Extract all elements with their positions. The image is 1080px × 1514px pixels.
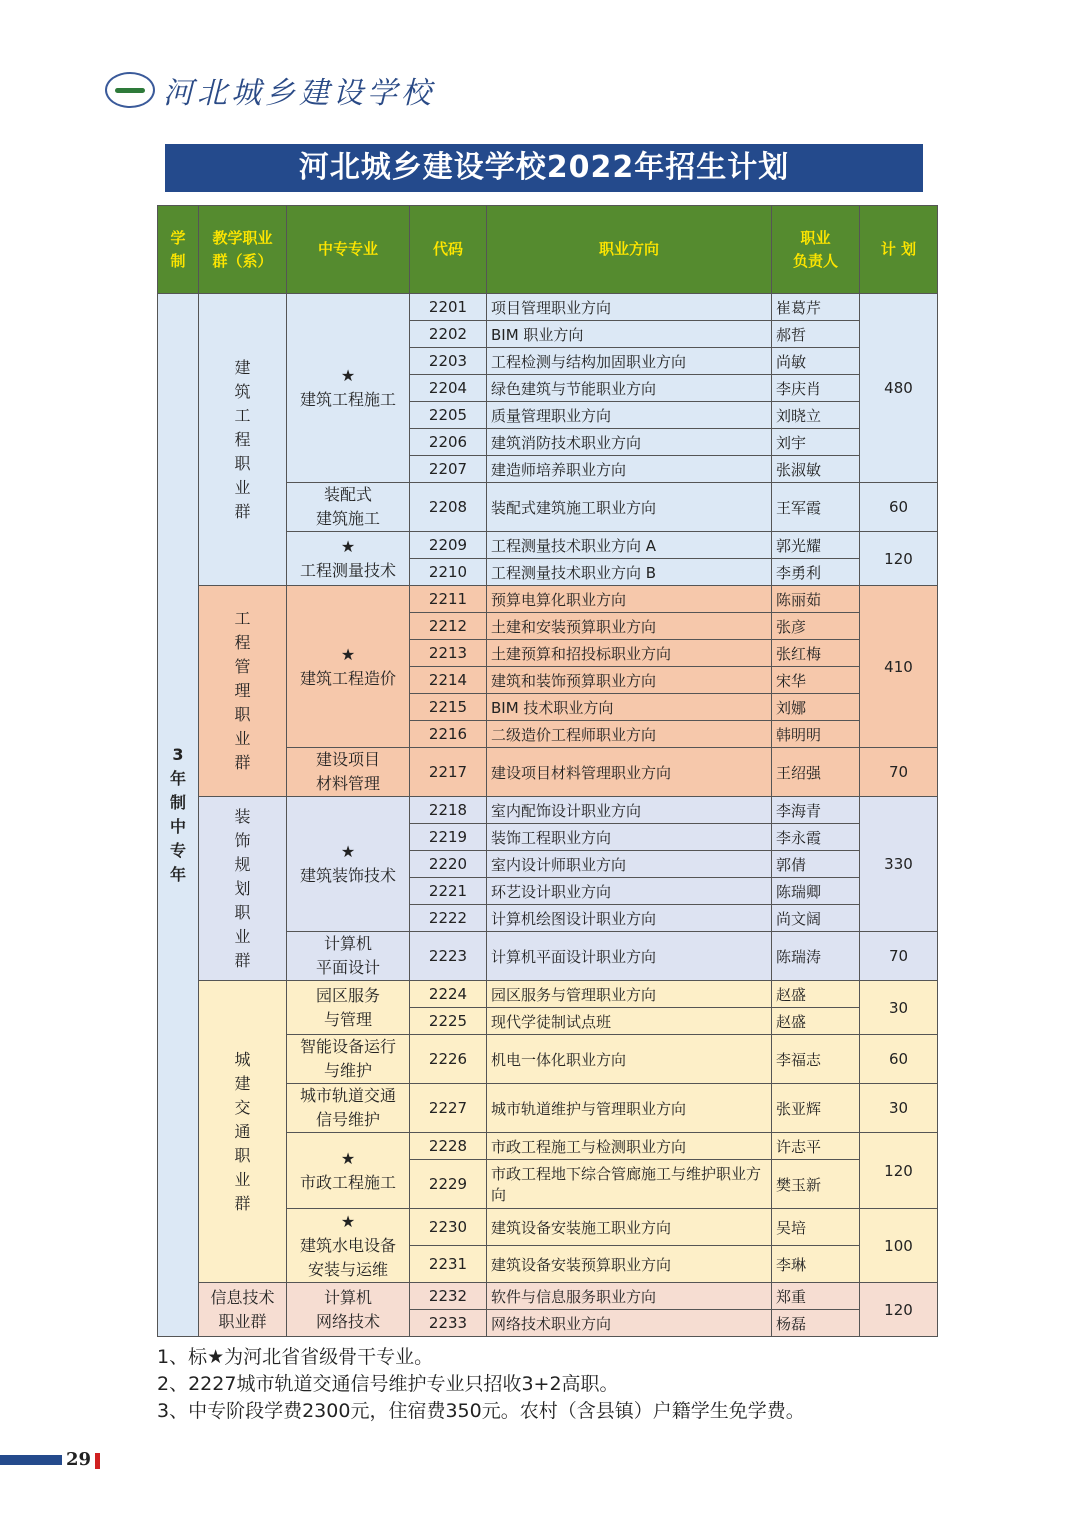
major-cell bbox=[287, 981, 410, 1035]
code-cell: 2206 bbox=[410, 429, 487, 456]
major-name: 建筑装饰技术 bbox=[299, 866, 396, 885]
direction-cell: 室内设计师职业方向 bbox=[487, 851, 772, 878]
direction-cell: 计算机平面设计职业方向 bbox=[487, 932, 772, 981]
code-cell: 2202 bbox=[410, 321, 487, 348]
code-cell: 2232 bbox=[410, 1283, 487, 1310]
responsible-cell: 李琳 bbox=[772, 1246, 860, 1283]
code-cell: 2209 bbox=[410, 532, 487, 559]
code-cell: 2208 bbox=[410, 483, 487, 532]
header-direction: 职业方向 bbox=[487, 206, 772, 294]
code-cell: 2201 bbox=[410, 294, 487, 321]
responsible-cell: 郭倩 bbox=[772, 851, 860, 878]
code-cell: 2215 bbox=[410, 694, 487, 721]
major-cell bbox=[287, 797, 410, 932]
code-cell: 2224 bbox=[410, 981, 487, 1008]
major-cell bbox=[287, 1133, 410, 1209]
responsible-cell: 尚敏 bbox=[772, 348, 860, 375]
group-cell: 建 筑 工 程 职 业 群 bbox=[199, 294, 287, 586]
star-icon: ★ bbox=[340, 1148, 356, 1168]
responsible-cell: 刘晓立 bbox=[772, 402, 860, 429]
direction-cell: 现代学徒制试点班 bbox=[487, 1008, 772, 1035]
code-cell: 2222 bbox=[410, 905, 487, 932]
plan-cell: 30 bbox=[860, 981, 938, 1035]
star-icon: ★ bbox=[340, 644, 356, 664]
direction-cell: 城市轨道维护与管理职业方向 bbox=[487, 1084, 772, 1133]
direction-cell: 建造师培养职业方向 bbox=[487, 456, 772, 483]
responsible-cell: 尚文阔 bbox=[772, 905, 860, 932]
major-cell bbox=[287, 1035, 410, 1084]
responsible-cell: 韩明明 bbox=[772, 721, 860, 748]
major-name: 建筑工程施工 bbox=[299, 390, 396, 409]
direction-cell: 装配式建筑施工职业方向 bbox=[487, 483, 772, 532]
school-logo-icon bbox=[105, 72, 155, 108]
direction-cell: 环艺设计职业方向 bbox=[487, 878, 772, 905]
star-icon: ★ bbox=[340, 536, 356, 556]
responsible-cell: 赵盛 bbox=[772, 981, 860, 1008]
major-name: 建设项目 材料管理 bbox=[315, 750, 380, 793]
plan-cell: 100 bbox=[860, 1209, 938, 1283]
major-cell bbox=[287, 294, 410, 483]
responsible-cell: 陈瑞涛 bbox=[772, 932, 860, 981]
responsible-cell: 李永霞 bbox=[772, 824, 860, 851]
direction-cell: 绿色建筑与节能职业方向 bbox=[487, 375, 772, 402]
star-icon: ★ bbox=[340, 366, 356, 385]
plan-cell: 120 bbox=[860, 1133, 938, 1209]
plan-cell: 60 bbox=[860, 483, 938, 532]
direction-cell: 建筑消防技术职业方向 bbox=[487, 429, 772, 456]
header-major: 中专专业 bbox=[287, 206, 410, 294]
responsible-cell: 陈瑞卿 bbox=[772, 878, 860, 905]
group-cell: 城 建 交 通 职 业 群 bbox=[199, 981, 287, 1283]
responsible-cell: 李福志 bbox=[772, 1035, 860, 1084]
code-cell: 2203 bbox=[410, 348, 487, 375]
responsible-cell: 王绍强 bbox=[772, 748, 860, 797]
responsible-cell: 李海青 bbox=[772, 797, 860, 824]
direction-cell: 计算机绘图设计职业方向 bbox=[487, 905, 772, 932]
major-name: 工程测量技术 bbox=[299, 560, 396, 580]
code-cell: 2231 bbox=[410, 1246, 487, 1283]
direction-cell: 建筑设备安装预算职业方向 bbox=[487, 1246, 772, 1283]
direction-cell: 工程测量技术职业方向 B bbox=[487, 559, 772, 586]
major-name: 智能设备运行 与维护 bbox=[299, 1037, 396, 1080]
group-cell: 信息技术 职业群 bbox=[199, 1283, 287, 1337]
major-name: 建筑水电设备 安装与运维 bbox=[299, 1235, 396, 1279]
direction-cell: 市政工程施工与检测职业方向 bbox=[487, 1133, 772, 1160]
header-code: 代码 bbox=[410, 206, 487, 294]
direction-cell: 土建预算和招投标职业方向 bbox=[487, 640, 772, 667]
responsible-cell: 郝哲 bbox=[772, 321, 860, 348]
direction-cell: 土建和安装预算职业方向 bbox=[487, 613, 772, 640]
direction-cell: 建筑和装饰预算职业方向 bbox=[487, 667, 772, 694]
major-name: 城市轨道交通 信号维护 bbox=[299, 1086, 396, 1129]
direction-cell: 网络技术职业方向 bbox=[487, 1310, 772, 1337]
direction-cell: BIM 职业方向 bbox=[487, 321, 772, 348]
plan-cell: 120 bbox=[860, 1283, 938, 1337]
group-cell: 装 饰 规 划 职 业 群 bbox=[199, 797, 287, 981]
code-cell: 2212 bbox=[410, 613, 487, 640]
code-cell: 2229 bbox=[410, 1160, 487, 1209]
responsible-cell: 刘娜 bbox=[772, 694, 860, 721]
responsible-cell: 张红梅 bbox=[772, 640, 860, 667]
code-cell: 2207 bbox=[410, 456, 487, 483]
group-cell: 工 程 管 理 职 业 群 bbox=[199, 586, 287, 797]
responsible-cell: 李勇利 bbox=[772, 559, 860, 586]
responsible-cell: 王军霞 bbox=[772, 483, 860, 532]
header-group: 教学职业 群（系） bbox=[199, 206, 287, 294]
code-cell: 2211 bbox=[410, 586, 487, 613]
responsible-cell: 吴培 bbox=[772, 1209, 860, 1246]
major-cell bbox=[287, 483, 410, 532]
major-cell bbox=[287, 1209, 410, 1283]
table-row bbox=[158, 797, 938, 824]
footnote: 1、标★为河北省省级骨干专业。 bbox=[157, 1346, 434, 1368]
page-marker bbox=[95, 1453, 100, 1469]
school-name: 河北城乡建设学校 bbox=[163, 76, 435, 111]
code-cell: 2214 bbox=[410, 667, 487, 694]
responsible-cell: 张彦 bbox=[772, 613, 860, 640]
direction-cell: 项目管理职业方向 bbox=[487, 294, 772, 321]
code-cell: 2217 bbox=[410, 748, 487, 797]
table-header-row bbox=[158, 206, 938, 294]
major-cell bbox=[287, 748, 410, 797]
code-cell: 2218 bbox=[410, 797, 487, 824]
responsible-cell: 郭光耀 bbox=[772, 532, 860, 559]
direction-cell: 预算电算化职业方向 bbox=[487, 586, 772, 613]
code-cell: 2225 bbox=[410, 1008, 487, 1035]
table-row bbox=[158, 294, 938, 321]
plan-cell: 330 bbox=[860, 797, 938, 932]
code-cell: 2233 bbox=[410, 1310, 487, 1337]
direction-cell: 室内配饰设计职业方向 bbox=[487, 797, 772, 824]
major-cell bbox=[287, 1084, 410, 1133]
direction-cell: 市政工程地下综合管廊施工与维护职业方向 bbox=[487, 1160, 772, 1209]
direction-cell: 质量管理职业方向 bbox=[487, 402, 772, 429]
direction-cell: 工程测量技术职业方向 A bbox=[487, 532, 772, 559]
major-name: 园区服务 与管理 bbox=[315, 985, 380, 1029]
page-bar bbox=[0, 1455, 62, 1465]
plan-cell: 60 bbox=[860, 1035, 938, 1084]
major-cell bbox=[287, 532, 410, 586]
footnote: 3、中专阶段学费2300元，住宿费350元。农村（含县镇）户籍学生免学费。 bbox=[157, 1400, 805, 1422]
responsible-cell: 许志平 bbox=[772, 1133, 860, 1160]
enrollment-plan-table bbox=[157, 205, 938, 1337]
direction-cell: BIM 技术职业方向 bbox=[487, 694, 772, 721]
star-icon: ★ bbox=[340, 1211, 356, 1231]
direction-cell: 建设项目材料管理职业方向 bbox=[487, 748, 772, 797]
code-cell: 2221 bbox=[410, 878, 487, 905]
header-system: 学 制 bbox=[158, 206, 199, 294]
major-cell bbox=[287, 932, 410, 981]
responsible-cell: 刘宇 bbox=[772, 429, 860, 456]
direction-cell: 机电一体化职业方向 bbox=[487, 1035, 772, 1084]
responsible-cell: 张亚辉 bbox=[772, 1084, 860, 1133]
direction-cell: 建筑设备安装施工职业方向 bbox=[487, 1209, 772, 1246]
code-cell: 2226 bbox=[410, 1035, 487, 1084]
direction-cell: 工程检测与结构加固职业方向 bbox=[487, 348, 772, 375]
code-cell: 2227 bbox=[410, 1084, 487, 1133]
page-header bbox=[105, 70, 435, 110]
responsible-cell: 崔葛芹 bbox=[772, 294, 860, 321]
code-cell: 2204 bbox=[410, 375, 487, 402]
responsible-cell: 李庆肖 bbox=[772, 375, 860, 402]
table-row bbox=[158, 586, 938, 613]
header-plan: 计 划 bbox=[860, 206, 938, 294]
footnotes bbox=[157, 1344, 805, 1425]
major-cell bbox=[287, 586, 410, 748]
page-title: 河北城乡建设学校2022年招生计划 bbox=[165, 144, 923, 192]
code-cell: 2230 bbox=[410, 1209, 487, 1246]
header-responsible: 职业 负责人 bbox=[772, 206, 860, 294]
major-name: 市政工程施工 bbox=[299, 1172, 396, 1192]
responsible-cell: 杨磊 bbox=[772, 1310, 860, 1337]
code-cell: 2220 bbox=[410, 851, 487, 878]
code-cell: 2213 bbox=[410, 640, 487, 667]
responsible-cell: 樊玉新 bbox=[772, 1160, 860, 1209]
direction-cell: 软件与信息服务职业方向 bbox=[487, 1283, 772, 1310]
major-name: 计算机 网络技术 bbox=[315, 1287, 380, 1331]
plan-cell: 70 bbox=[860, 932, 938, 981]
direction-cell: 二级造价工程师职业方向 bbox=[487, 721, 772, 748]
direction-cell: 园区服务与管理职业方向 bbox=[487, 981, 772, 1008]
major-name: 装配式 建筑施工 bbox=[315, 485, 380, 528]
page-number: 29 bbox=[66, 1449, 92, 1470]
table-row bbox=[158, 1283, 938, 1310]
code-cell: 2228 bbox=[410, 1133, 487, 1160]
code-cell: 2219 bbox=[410, 824, 487, 851]
responsible-cell: 郑重 bbox=[772, 1283, 860, 1310]
footnote: 2、2227城市轨道交通信号维护专业只招收3+2高职。 bbox=[157, 1373, 619, 1395]
code-cell: 2205 bbox=[410, 402, 487, 429]
responsible-cell: 张淑敏 bbox=[772, 456, 860, 483]
code-cell: 2210 bbox=[410, 559, 487, 586]
system-cell: 3 年 制 中 专 年 bbox=[158, 294, 199, 1337]
direction-cell: 装饰工程职业方向 bbox=[487, 824, 772, 851]
plan-cell: 70 bbox=[860, 748, 938, 797]
plan-cell: 410 bbox=[860, 586, 938, 748]
major-name: 建筑工程造价 bbox=[299, 668, 396, 688]
code-cell: 2223 bbox=[410, 932, 487, 981]
plan-cell: 120 bbox=[860, 532, 938, 586]
responsible-cell: 赵盛 bbox=[772, 1008, 860, 1035]
plan-cell: 480 bbox=[860, 294, 938, 483]
responsible-cell: 宋华 bbox=[772, 667, 860, 694]
responsible-cell: 陈丽茹 bbox=[772, 586, 860, 613]
code-cell: 2216 bbox=[410, 721, 487, 748]
plan-cell: 30 bbox=[860, 1084, 938, 1133]
table-row bbox=[158, 981, 938, 1008]
major-name: 计算机 平面设计 bbox=[315, 934, 380, 977]
major-cell bbox=[287, 1283, 410, 1337]
star-icon: ★ bbox=[340, 842, 356, 861]
